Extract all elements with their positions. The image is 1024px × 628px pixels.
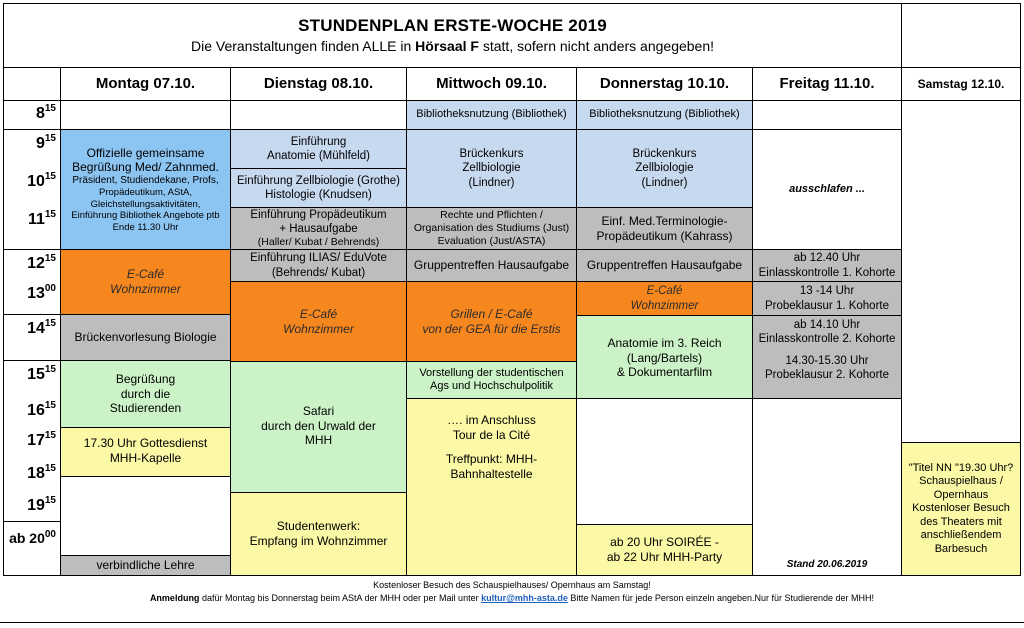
footer-registration-note — [0, 593, 1024, 603]
time-label: 15 $^{15}$ — [27, 364, 56, 383]
time-label: 18 $^{15}$ — [27, 463, 56, 482]
monday-greeting-event: Begrüßung durch die Studierenden — [60, 360, 231, 428]
day-header-wednesday: Mittwoch 09.10. — [406, 67, 577, 101]
time-divider — [3, 249, 61, 250]
subtitle-room: Hörsaal F — [415, 37, 479, 54]
friday-admission-exam-2: ab 14.10 Uhr Einlasskontrolle 2. Kohorte 14.30-15.30 Uhr Probeklausur 2. Kohorte — [752, 315, 902, 399]
time-label: 17 $^{15}$ — [27, 430, 56, 449]
wednesday-rights-duties: Rechte und Pflichten / Organisation des Studiums (Just) Evaluation (Just/ASTA) — [406, 207, 577, 250]
monday-church-service: 17.30 Uhr Gottesdienst MHH-Kapelle — [60, 427, 231, 477]
tuesday-cellbio-intro: Einführung Zellbiologie (Grothe) Histologie (Knudsen) — [230, 168, 407, 208]
time-label: 14 $^{15}$ — [27, 318, 56, 337]
tuesday-studentenwerk-event: Studentenwerk: Empfang im Wohnzimmer — [230, 492, 407, 576]
time-divider — [3, 521, 61, 522]
day-header-friday: Freitag 11.10. — [752, 67, 902, 101]
time-divider — [3, 314, 61, 315]
saturday-empty-slot — [901, 100, 1021, 443]
tuesday-ecafe-event: E-Café Wohnzimmer — [230, 281, 407, 362]
wednesday-city-tour: …. im Anschluss Tour de la Cité Treffpunkt: MHH- Bahnhaltestelle — [406, 398, 577, 576]
time-label: 16 $^{15}$ — [27, 400, 56, 419]
schedule-title: STUNDENPLAN ERSTE-WOCHE 2019 — [298, 16, 607, 36]
thursday-terminology-event: Einf. Med.Terminologie- Propädeutikum (Kahrass) — [576, 207, 753, 250]
time-label: 8 $^{15}$ — [35, 103, 56, 122]
monday-welcome-event: Offizielle gemeinsame Begrüßung Med/ Zahnmed. Präsident, Studiendekane, Profs, Propädeutikum, AStA, Gleichstellungsaktivitäten, Einführung Bibliothek Angebote ptb Ende 11.30 Uhr — [60, 129, 231, 250]
schedule-subtitle — [191, 38, 714, 55]
tuesday-anatomy-intro: Einführung Anatomie (Mühlfeld) — [230, 129, 407, 169]
friday-empty-slot — [752, 100, 902, 130]
time-label: 10 $^{15}$ — [27, 171, 56, 190]
wednesday-grill-event: Grillen / E-Café von der GEA für die Erstis — [406, 281, 577, 362]
monday-biology-lecture: Brückenvorlesung Biologie — [60, 314, 231, 361]
stand-date: Stand 20.06.2019 — [786, 558, 868, 570]
time-divider — [3, 129, 61, 130]
wednesday-group-meeting: Gruppentreffen Hausaufgabe — [406, 249, 577, 282]
time-label: 11 $^{15}$ — [27, 209, 56, 228]
friday-admission-1: ab 12.40 Uhr Einlasskontrolle 1. Kohorte — [752, 249, 902, 282]
email-link[interactable]: kultur@mhh-asta.de — [481, 593, 568, 603]
thursday-empty-slot — [576, 398, 753, 525]
monday-empty-slot — [60, 100, 231, 130]
registration-text-end: Bitte Namen für jede Person einzeln angeben.Nur für Studierende der MHH! — [567, 593, 875, 603]
day-header-tuesday: Dienstag 08.10. — [230, 67, 407, 101]
day-header-thursday: Donnerstag 10.10. — [576, 67, 753, 101]
footer-theatre-note: Kostenloser Besuch des Schauspielhauses/ Opernhaus am Samstag! — [373, 580, 651, 590]
time-label: 9 $^{15}$ — [35, 133, 56, 152]
schedule-title-box — [3, 3, 902, 68]
friday-stand-note — [752, 398, 902, 576]
wednesday-bridge-course: Brückenkurs Zellbiologie (Lindner) — [406, 129, 577, 208]
tuesday-propaedeutics-intro: Einführung Propädeutikum + Hausaufgabe (Haller/ Kubat / Behrends) — [230, 207, 407, 250]
monday-empty-slot — [60, 476, 231, 556]
time-label: 12 $^{15}$ — [27, 253, 56, 272]
tuesday-safari-event: Safari durch den Urwald der MHH — [230, 361, 407, 493]
day-header-saturday: Samstag 12.10. — [901, 67, 1021, 101]
time-label: 13 $^{00}$ — [27, 283, 56, 302]
subtitle-text-end: statt, sofern nicht anders angegeben! — [478, 37, 715, 54]
registration-label: Anmeldung — [149, 593, 200, 603]
thursday-bridge-course: Brückenkurs Zellbiologie (Lindner) — [576, 129, 753, 208]
time-label: ab 20 $^{00}$ — [9, 529, 56, 546]
saturday-theatre-event: "Titel NN "19.30 Uhr? Schauspielhaus / Opernhaus Kostenloser Besuch des Theaters mit anschließendem Barbesuch — [901, 442, 1021, 576]
time-header-cell — [3, 67, 61, 101]
subtitle-text: Die Veranstaltungen finden ALLE in — [190, 37, 416, 54]
time-divider — [3, 360, 61, 361]
friday-exam-1: 13 -14 Uhr Probeklausur 1. Kohorte — [752, 281, 902, 316]
thursday-group-meeting: Gruppentreffen Hausaufgabe — [576, 249, 753, 282]
day-header-monday: Montag 07.10. — [60, 67, 231, 101]
time-label: 19 $^{15}$ — [27, 495, 56, 514]
wednesday-student-ags: Vorstellung der studentischen Ags und Hochschulpolitik — [406, 361, 577, 399]
registration-text: dafür Montag bis Donnerstag beim AStA der MHH oder per Mail unter — [199, 593, 482, 603]
title-corner-box — [901, 3, 1021, 68]
thursday-anatomy-third-reich: Anatomie im 3. Reich (Lang/Bartels) & Dokumentarfilm — [576, 315, 753, 399]
monday-binding-teaching: verbindliche Lehre — [60, 555, 231, 576]
tuesday-empty-slot — [230, 100, 407, 130]
friday-sleep-in: ausschlafen ... — [752, 129, 902, 250]
thursday-soiree-event: ab 20 Uhr SOIRÉE - ab 22 Uhr MHH-Party — [576, 524, 753, 576]
footer-divider — [0, 622, 1024, 623]
wednesday-library-event: Bibliotheksnutzung (Bibliothek) — [406, 100, 577, 130]
monday-ecafe-event: E-Café Wohnzimmer — [60, 249, 231, 315]
thursday-library-event: Bibliotheksnutzung (Bibliothek) — [576, 100, 753, 130]
thursday-ecafe-event: E-Café Wohnzimmer — [576, 281, 753, 316]
tuesday-ilias-intro: Einführung ILIAS/ EduVote (Behrends/ Kubat) — [230, 249, 407, 282]
